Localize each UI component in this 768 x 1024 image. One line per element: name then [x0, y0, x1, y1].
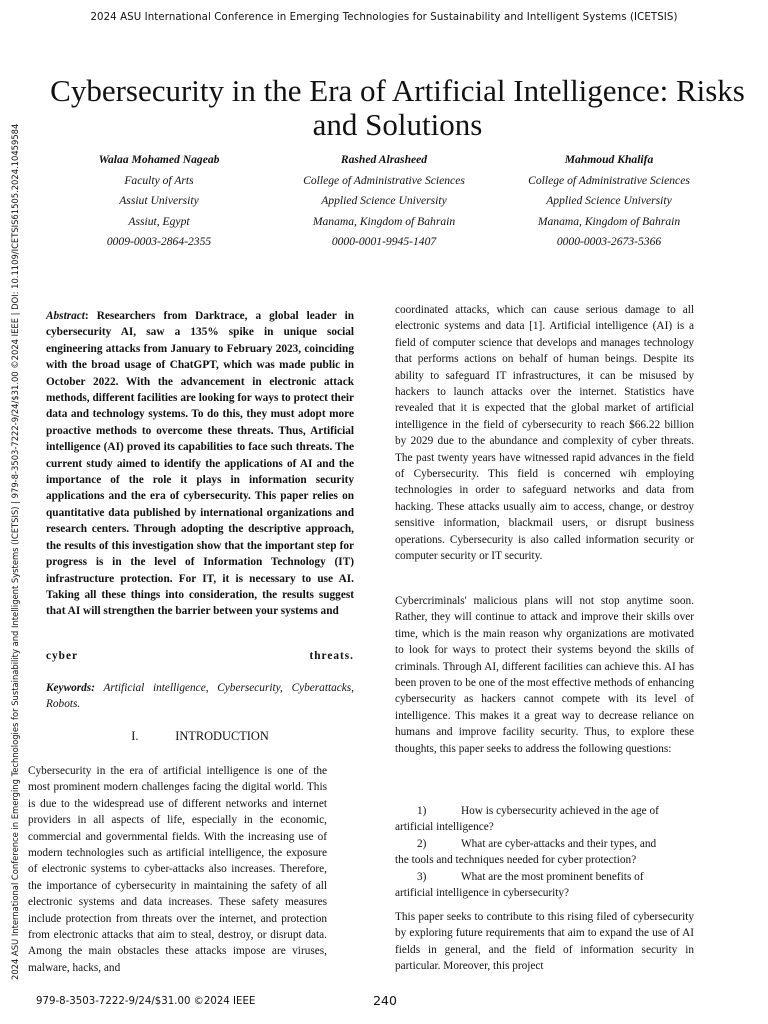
side-doi-strip: 2024 ASU International Conference in Emerging Technologies for Sustainability and Intelligent Systems (ICETSIS) | 979-8-3503-7222-9/24/$31.00 ©2024 IEEE | DOI: 10.1109/ICETSIS61505.2024.10459584 [10, 123, 20, 980]
author-3 [504, 150, 714, 253]
list-item-number: 1) [417, 805, 427, 817]
section-title: INTRODUCTION [175, 729, 269, 743]
footer-copyright: 979-8-3503-7222-9/24/$31.00 ©2024 IEEE [36, 996, 256, 1007]
author-affiliation: College of Administrative Sciences [528, 173, 690, 187]
author-name: Rashed Alrasheed [340, 153, 428, 166]
author-1 [54, 150, 264, 253]
author-affiliation: Assiut, Egypt [128, 214, 190, 228]
list-item-number: 3) [417, 870, 427, 883]
abstract [46, 308, 354, 620]
list-item [395, 803, 694, 819]
conference-header: 2024 ASU International Conference in Emerging Technologies for Sustainability and Intelligent Systems (ICETSIS) [90, 12, 678, 23]
page-number: 240 [373, 993, 397, 1008]
list-item-text: What are cyber-attacks and their types, and [461, 837, 657, 850]
author-affiliation: Faculty of Arts [124, 173, 194, 187]
section-heading [46, 729, 354, 744]
keywords-label: Keywords: [46, 682, 95, 694]
questions-list [395, 803, 694, 901]
author-2 [279, 150, 489, 253]
right-paragraph-1: coordinated attacks, which can cause serious damage to all electronic systems and data [1]. Artificial intelligence (AI) is a field of computer science that develops and manages technology that performs actions on behalf of human beings. Despite its ability to safeguard IT infrastructures, it can be misused by hackers to launch attacks over the internet. Statistics have revealed that it is expected that the global market of artificial intelligence in the field of cybersecurity to reach $66.22 billion by 2029 due to the abundance and complexity of cyber threats. The past twenty years have witnessed rapid advances in the field of Cybersecurity. This field is concerned wih employing technologies in order to safeguard networks and data from hacking. These attacks usually aim to access, change, or destroy sensitive information, blackmail users, or disrupt business operations. Cybersecurity is also called information security or computer security or IT security. [395, 304, 694, 563]
section-number: I. [131, 729, 139, 743]
abstract-text: : Researchers from Darktrace, a global leader in cybersecurity AI, saw a 135% spike in unique social engineering attacks from January to February 2023, coinciding with the broad usage of ChatGPT, which was made public in October 2022. With the advancement in electronic attack methods, different facilities are looking for ways to protect their data and technology systems. To do this, they must adopt more proactive methods to overcome these threats. Thus, Artificial intelligence (AI) proved its capabilities to face such threats. The current study aimed to identify the applications of AI and the importance of the role it plays in information security applications and the era of cybersecurity. This paper relies on quantitative data published by international organizations and research centers. Through adopting the descriptive approach, the results of this investigation show that the important step for progress is in the level of Information Technology (IT) infrastructure protection. For IT, it is necessary to use AI. Taking all these things into consideration, the results suggest that AI will strengthen the barrier between your systems and [46, 310, 354, 618]
list-item [395, 836, 694, 852]
abstract-last-line: cyber threats. [46, 650, 354, 662]
list-item [395, 869, 694, 885]
author-affiliation: Manama, Kingdom of Bahrain [312, 214, 456, 228]
right-paragraph-2: Cybercriminals' malicious plans will not stop anytime soon. Rather, they will continue to attack and improve their skills over time, which is the main reason why organizations are motivated to look for ways to protect their systems beyond the skills of criminals. Through AI, different facilities can achieve this. AI has been proven to be one of the most effective methods of enhancing cybersecurity as hackers cannot compete with its level of intelligence. This makes it a great way to decrease reliance on humans and improve facility security. Thus, to explore these thoughts, this paper seeks to address the following questions: [395, 595, 694, 755]
list-item-text: What are the most prominent benefits of [461, 870, 644, 883]
author-name: Walaa Mohamed Nageab [98, 153, 220, 166]
author-affiliation: College of Administrative Sciences [303, 173, 465, 187]
keywords [46, 680, 354, 713]
paper-title: Cybersecurity in the Era of Artificial Intelligence: Risks and Solutions [50, 73, 745, 142]
list-item-continuation: artificial intelligence in cybersecurity? [395, 887, 570, 900]
author-affiliation: Applied Science University [321, 194, 447, 207]
abstract-label: Abstract [46, 310, 85, 322]
author-orcid: 0000-0001-9945-1407 [331, 235, 437, 248]
keywords-text: Artificial intelligence, Cybersecurity, Cyberattacks, Robots. [46, 682, 354, 711]
right-paragraph-3: This paper seeks to contribute to this rising filed of cybersecurity by exploring future requirements that aim to expand the use of AI fields in general, and the field of information security in particular. Moreover, this project [395, 911, 694, 973]
author-affiliation: Manama, Kingdom of Bahrain [537, 214, 681, 228]
intro-paragraph: Cybersecurity in the era of artificial intelligence is one of the most prominent modern challenges facing the digital world. This is due to the widespread use of different networks and internet providers in all aspects of life, especially in the economic, commercial and governmental fields. With the increasing use of modern technologies such as artificial intelligence, the exposure of electronic systems to cyber-attacks also increases. Therefore, the importance of cybersecurity in maintaining the safety of all electronic systems and data increases. These safety measures include protection from threats over the internet, and protection from electronic attacks that aim to steal, destroy, or disrupt data. Among the main obstacles these attacks impose are viruses, malware, hacks, and [28, 765, 327, 974]
list-item-text: How is cybersecurity achieved in the age of [461, 805, 659, 817]
list-item-continuation: artificial intelligence? [395, 821, 494, 834]
list-item-continuation: the tools and techniques needed for cyber protection? [395, 854, 637, 867]
author-orcid: 0000-0003-2673-5366 [556, 235, 662, 248]
list-item-number: 2) [417, 837, 427, 850]
author-affiliation: Applied Science University [546, 194, 672, 207]
author-affiliation: Assiut University [119, 194, 199, 207]
author-orcid: 0009-0003-2864-2355 [106, 235, 212, 248]
author-name: Mahmoud Khalifa [564, 153, 654, 166]
